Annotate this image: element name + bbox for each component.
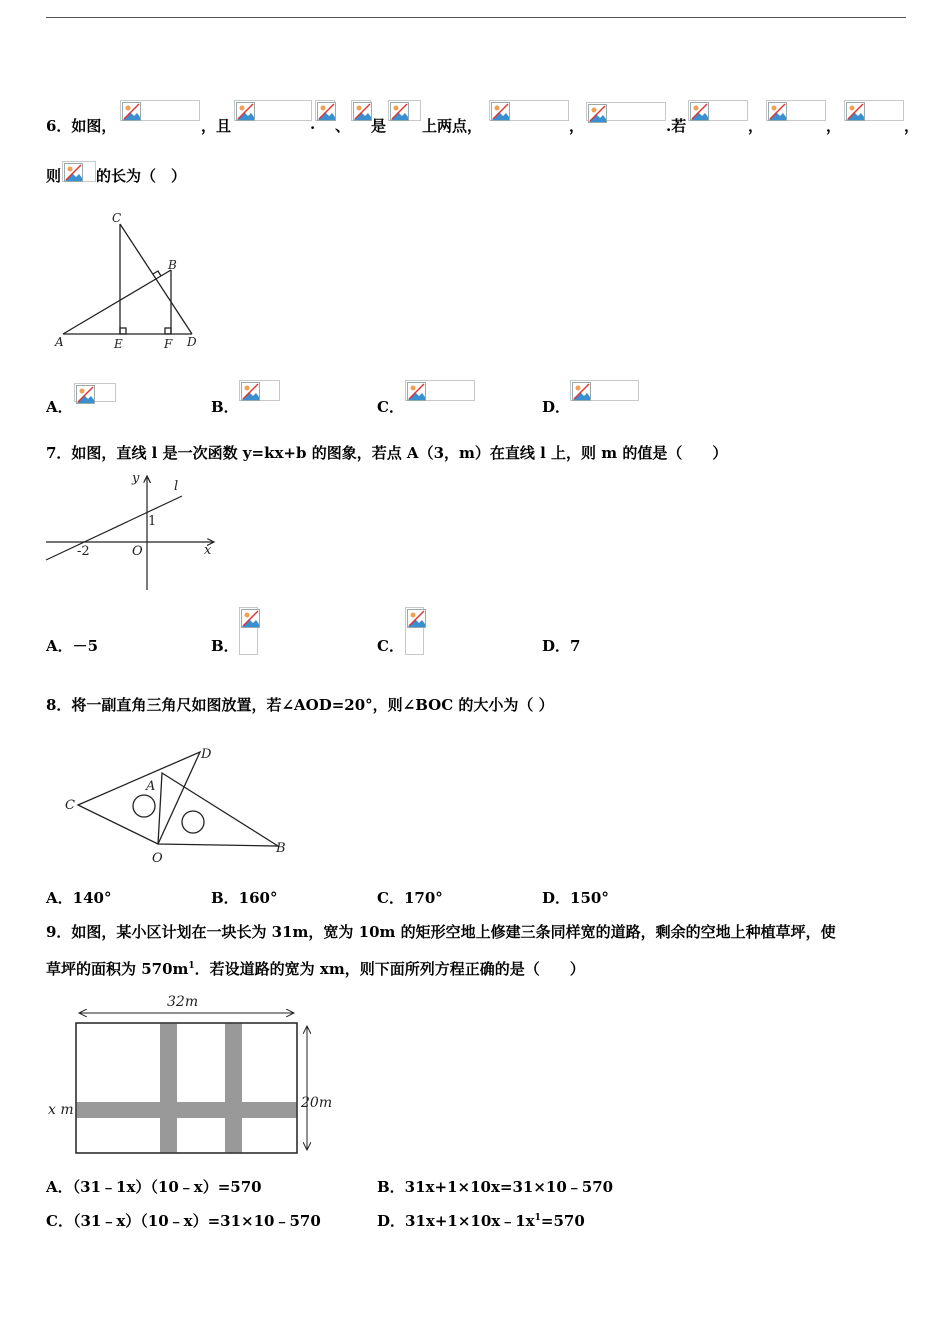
broken-image-icon	[74, 383, 116, 402]
q9-rectangle-roads-figure	[46, 990, 336, 1160]
q6-text-comma3: ，	[826, 117, 842, 135]
label-xm: x m	[48, 1102, 74, 1118]
label-O: O	[152, 851, 163, 866]
broken-image-icon	[239, 380, 280, 401]
q9-stem-line2: 草坪的面积为 $570m^1$．若设道路的宽为 xm，则下面所列方程正确的是（ ）	[46, 960, 585, 978]
q8-stem: 8．将一副直角三角尺如图放置，若∠AOD=20°，则∠BOC 的大小为（ ）	[46, 696, 554, 714]
q6-text-dun: 、	[335, 117, 351, 135]
broken-image-icon	[62, 161, 96, 182]
q7-stem: 7．如图，直线 l 是一次函数 y=kx+b 的图象，若点 A（3，m）在直线 l 上，则 m 的值是（ ）	[46, 444, 728, 462]
q9-option-d: D．$31x+1\times 10x﹣1x^1=570$	[377, 1212, 585, 1230]
q8-option-d: D．150°	[542, 889, 609, 907]
q8-option-c: C．170°	[377, 889, 443, 907]
broken-image-icon	[586, 102, 666, 121]
q6-triangle-figure	[50, 208, 210, 356]
header-rule	[46, 17, 906, 18]
q6-option-d: D．	[542, 398, 571, 416]
label-F: F	[164, 337, 173, 351]
label-20m: 20m	[301, 1095, 333, 1111]
label-O: O	[132, 544, 143, 559]
label-l: l	[174, 479, 179, 494]
q7-option-c: C．	[377, 637, 404, 655]
label-32m: 32m	[167, 994, 199, 1010]
label-D: D	[201, 747, 212, 762]
label-A: A	[55, 335, 64, 349]
q8-option-b: B．160°	[211, 889, 278, 907]
broken-image-icon	[351, 100, 371, 121]
q6-text-ruo: .若	[666, 117, 687, 135]
q6-text-liangdian: 上两点，	[422, 117, 483, 135]
broken-image-icon	[239, 607, 258, 655]
label-C: C	[65, 798, 75, 813]
broken-image-icon	[315, 100, 335, 121]
q6-text-qie: ，且	[201, 117, 232, 135]
q6-text-comma2: ，	[748, 117, 764, 135]
broken-image-icon	[844, 100, 904, 121]
broken-image-icon	[234, 100, 312, 121]
q6-text-shi: 是	[371, 117, 387, 135]
broken-image-icon	[405, 607, 424, 655]
q7-option-a: A．－5	[46, 637, 99, 655]
q7-option-b: B．	[211, 637, 239, 655]
q6-text-comma4: ，	[904, 117, 920, 135]
broken-image-icon	[766, 100, 826, 121]
label-C: C	[112, 211, 122, 225]
broken-image-icon	[489, 100, 569, 121]
label-A: A	[146, 779, 156, 794]
label-B: B	[276, 841, 286, 856]
q7-line-graph	[44, 468, 224, 594]
q9-option-c: C．（31﹣x）（10﹣x）=31×10﹣570	[46, 1212, 321, 1230]
q9-option-b: B．31x+1×10x=31×10﹣570	[377, 1178, 614, 1196]
broken-image-icon	[120, 100, 200, 121]
q9-stem-line1: 9．如图，某小区计划在一块长为 31m，宽为 10m 的矩形空地上修建三条同样宽的道路，剩余的空地上种植草坪，使	[46, 923, 836, 941]
q8-option-a: A．140°	[46, 889, 112, 907]
label-x: x	[204, 543, 212, 558]
q6-option-a: A．	[46, 398, 73, 416]
q6-text-ze: 则	[46, 167, 62, 185]
label-1: 1	[148, 514, 157, 529]
label-E: E	[114, 337, 123, 351]
q7-option-d: D．7	[542, 637, 581, 655]
q9-option-a: A．（31﹣1x）（10﹣x）=570	[46, 1178, 262, 1196]
q8-set-squares-figure	[60, 740, 300, 870]
broken-image-icon	[405, 380, 475, 401]
q6-text-dot: .	[310, 115, 316, 133]
q6-option-c: C．	[377, 398, 404, 416]
label-y: y	[132, 471, 140, 486]
q6-text-tail: 的长为（ ）	[96, 167, 187, 185]
label-B: B	[168, 258, 177, 272]
label-D: D	[187, 335, 197, 349]
broken-image-icon	[570, 380, 639, 401]
q6-stem-prefix: 6．如图，	[46, 117, 117, 135]
label-neg2: -2	[77, 544, 90, 559]
q6-option-b: B．	[211, 398, 239, 416]
broken-image-icon	[688, 100, 748, 121]
q6-text-comma1: ，	[569, 117, 585, 135]
broken-image-icon	[388, 100, 421, 121]
